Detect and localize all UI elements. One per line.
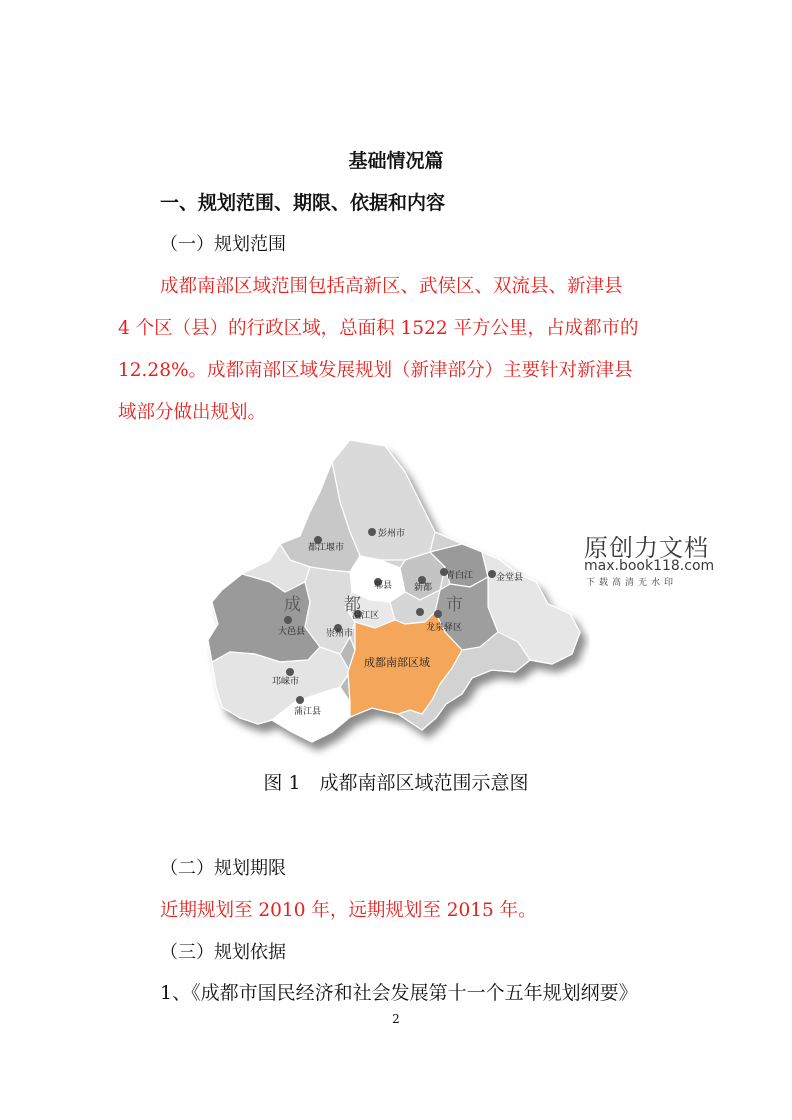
paragraph-line-4: 域部分做出规划。 (118, 402, 267, 423)
page-number: 2 (392, 1012, 400, 1026)
watermark-url: max.book118.com (584, 558, 715, 574)
label-dayi: 大邑县 (278, 627, 306, 637)
label-big-du: 都 (344, 595, 361, 615)
label-highlight-region: 成都南部区域 (364, 656, 430, 669)
label-longquanyi: 龙泉驿区 (426, 623, 463, 633)
watermark-tagline: 下载高清无水印 (586, 578, 678, 588)
basis-item-1: 1、《成都市国民经济和社会发展第十一个五年规划纲要》 (160, 982, 638, 1004)
figure-caption: 图 1 成都南部区域范围示意图 (263, 772, 529, 794)
map-region-dayi (208, 574, 320, 662)
marker-dayi (284, 616, 292, 624)
subheading-planning-period: （二）规划期限 (160, 858, 286, 879)
label-dujiangyan: 都江堰市 (308, 543, 345, 553)
page-title: 基础情况篇 (348, 150, 444, 172)
label-jintang: 金堂县 (496, 573, 524, 583)
label-pujiang: 蒲江县 (294, 707, 322, 717)
label-big-cheng: 成 (284, 595, 301, 615)
marker-urban (416, 608, 424, 616)
watermark-name: 原创力文档 (584, 534, 709, 562)
paragraph-period: 近期规划至 2010 年，远期规划至 2015 年。 (160, 900, 537, 921)
chengdu-region-map (200, 432, 590, 762)
label-qionglai: 邛崃市 (272, 677, 300, 687)
label-big-shi: 市 (446, 595, 463, 615)
label-wenjiang: 温江区 (352, 611, 380, 621)
subheading-planning-scope: （一）规划范围 (160, 234, 286, 255)
marker-pengzhou (368, 528, 376, 536)
label-xindu: 新都 (414, 583, 433, 593)
marker-longquanyi (434, 610, 442, 618)
paragraph-line-3: 12.28%。成都南部区域发展规划（新津部分）主要针对新津县 (118, 360, 633, 381)
label-qingbaijiang: 青白江 (446, 571, 474, 581)
label-pixian: 郫县 (374, 581, 393, 591)
marker-jintang (488, 570, 496, 578)
marker-pujiang (296, 696, 304, 704)
label-chongzhou: 崇州市 (326, 629, 354, 639)
marker-qionglai (286, 668, 294, 676)
label-pengzhou: 彭州市 (378, 529, 406, 539)
paragraph-line-2: 4 个区（县）的行政区域，总面积 1522 平方公里，占成都市的 (118, 318, 639, 339)
paragraph-line-1: 成都南部区域范围包括高新区、武侯区、双流县、新津县 (160, 276, 623, 297)
subheading-planning-basis: （三）规划依据 (160, 942, 286, 963)
section-heading-1: 一、规划范围、期限、依据和内容 (160, 192, 446, 214)
